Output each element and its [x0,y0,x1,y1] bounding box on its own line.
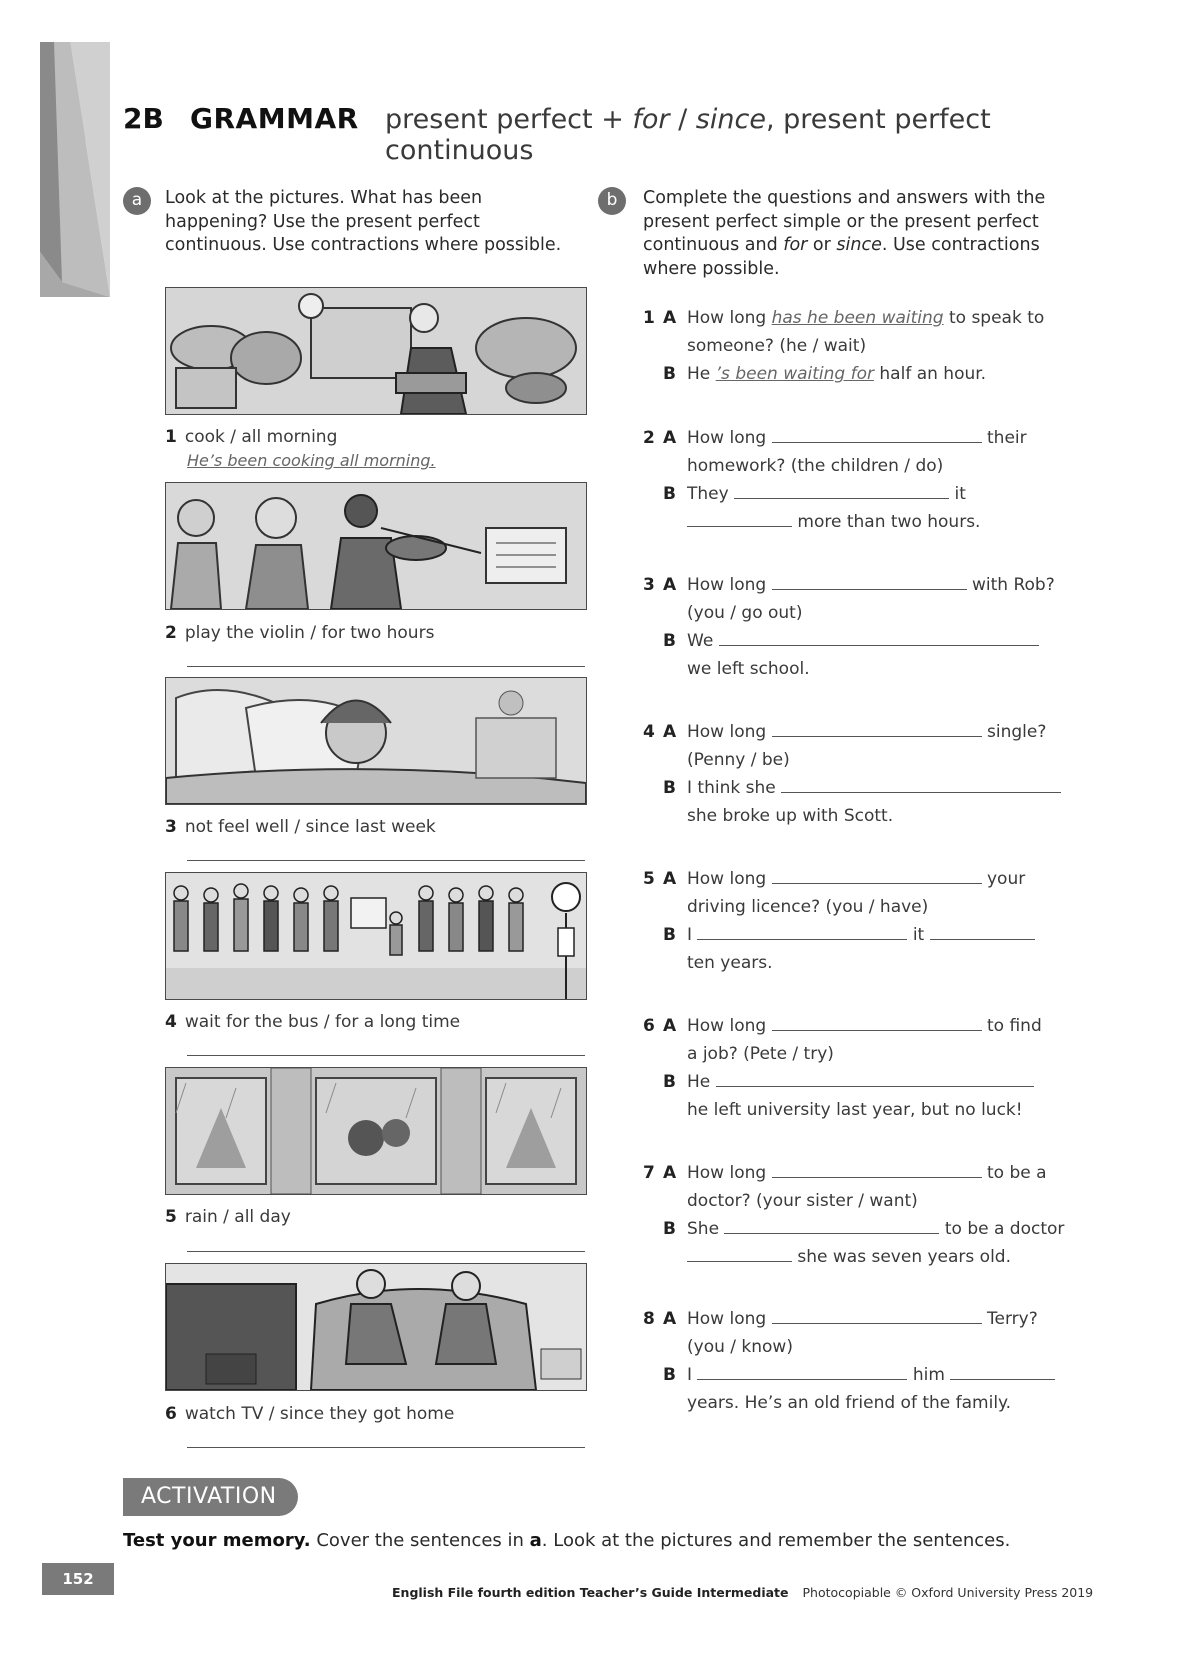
blank-4b[interactable] [781,774,1061,793]
answer-line-2[interactable] [187,666,585,667]
blank-5b[interactable] [697,921,907,940]
exercise-a-item-1: 1 cook / all morning [165,427,338,447]
activation-instruction: Test your memory. Cover the sentences in a. Look at the pictures and remember the sentences. [123,1530,1011,1551]
blank-2c[interactable] [687,508,792,527]
picture-sick-in-bed [165,677,587,805]
blank-8b[interactable] [697,1361,907,1380]
activation-banner: ACTIVATION [123,1478,298,1516]
blank-3a[interactable] [772,571,967,590]
exercise-a-item-6: 6 watch TV / since they got home [165,1404,455,1424]
picture-bus-queue [165,872,587,1000]
exercise-a-item-3: 3 not feel well / since last week [165,817,436,837]
part-b-instruction: Complete the questions and answers with the present perfect simple or the present perfect continuous and for or since. Use contractions where possible. [643,188,1046,279]
picture-rain [165,1067,587,1195]
part-b-badge: b [598,187,626,215]
blank-2a[interactable] [772,424,982,443]
blank-2b[interactable] [734,480,949,499]
part-a-instruction: Look at the pictures. What has been happening? Use the present perfect continuous. Use contractions where possible. [165,188,562,255]
blank-8c[interactable] [950,1361,1055,1380]
exercise-a-answer-1: He’s been cooking all morning. [187,451,436,470]
answer-line-5[interactable] [187,1251,585,1252]
exercise-a-item-4: 4 wait for the bus / for a long time [165,1012,461,1032]
picture-cooking [165,287,587,415]
blank-3b[interactable] [719,627,1039,646]
corner-decoration [40,42,110,297]
footer-text: English File fourth edition Teacher’s Guide Intermediate Photocopiable © Oxford University Press 2019 [392,1585,1094,1600]
exercise-a-item-5: 5 rain / all day [165,1207,291,1227]
blank-6a[interactable] [772,1012,982,1031]
blank-5c[interactable] [930,921,1035,940]
blank-7b[interactable] [724,1215,939,1234]
section-title: GRAMMAR [190,102,359,135]
picture-watching-tv [165,1263,587,1391]
blank-7c[interactable] [687,1243,792,1262]
page-number: 152 [42,1563,114,1595]
part-a-badge: a [123,187,151,215]
topic-title: present perfect + for / since, present perfect continuous [385,104,991,166]
answer-1a: has he been waiting [771,308,944,328]
blank-5a[interactable] [772,865,982,884]
answer-1b: ’s been waiting for [715,364,874,384]
answer-line-4[interactable] [187,1055,585,1056]
picture-violin [165,482,587,610]
blank-4a[interactable] [772,718,982,737]
exercise-a-item-2: 2 play the violin / for two hours [165,623,435,643]
unit-number: 2B [123,102,164,135]
answer-line-6[interactable] [187,1447,585,1448]
blank-6b[interactable] [716,1068,1034,1087]
answer-line-3[interactable] [187,860,585,861]
blank-7a[interactable] [772,1159,982,1178]
blank-8a[interactable] [772,1305,982,1324]
